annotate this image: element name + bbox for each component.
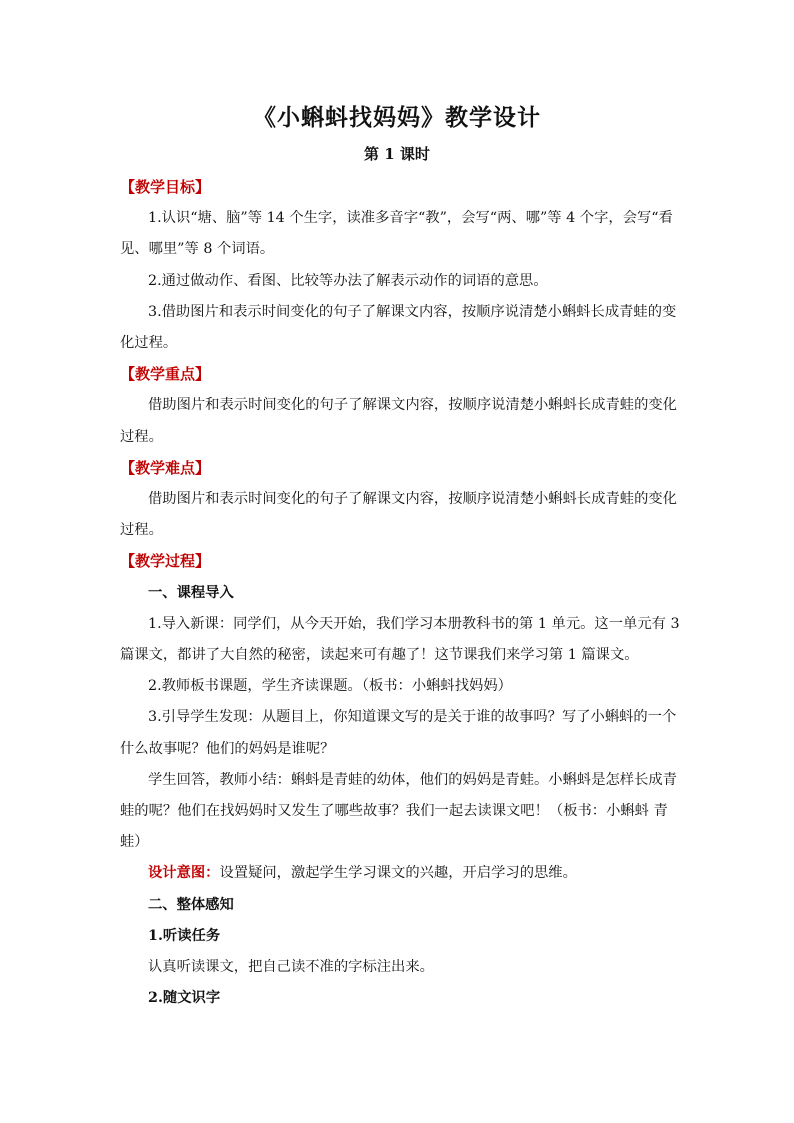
process-step-2: 2.教师板书课题，学生齐读课题。（板书：小蝌蚪找妈妈） xyxy=(148,678,512,695)
process-step-1: 1.导入新课：同学们，从今天开始，我们学习本册教科书的第 1 单元。这一单元有 3 篇课文，都讲了大自然的秘密，读起来可有趣了！这节课我们来学习第 1 篇课文。 xyxy=(120,615,680,664)
objective-2: 2.通过做动作、看图、比较等办法了解表示动作的词语的意思。 xyxy=(148,272,548,289)
section-overview: 二、整体感知 xyxy=(148,896,234,913)
objective-1: 1.认识“塘、脑”等 14 个生字，读准多音字“教”，会写“两、哪”等 4 个字，会写“看见、哪里”等 8 个词语。 xyxy=(120,210,673,258)
heading-objectives: 【教学目标】 xyxy=(120,178,211,196)
subsection-literacy: 2.随文识字 xyxy=(148,990,221,1007)
process-summary: 学生回答，教师小结：蝌蚪是青蛙的幼体，他们的妈妈是青蛙。小蝌蚪是怎样长成青蛙的呢？他们在找妈妈时又发生了哪些故事？我们一起去读课文吧！（板书：小蝌蚪 青蛙） xyxy=(120,771,677,851)
design-intent xyxy=(120,858,680,889)
design-intent-label: 设计意图： xyxy=(148,865,220,882)
heading-difficulty: 【教学难点】 xyxy=(120,458,211,477)
document-title: 《小蝌蚪找妈妈》教学设计 xyxy=(253,104,541,131)
document-body xyxy=(120,172,680,1014)
heading-focus: 【教学重点】 xyxy=(120,365,211,384)
subsection-listen: 1.听读任务 xyxy=(148,927,221,944)
process-step-3: 3.引导学生发现：从题目上，你知道课文写的是关于谁的故事吗？写了小蝌蚪的一个什么故事呢？他们的妈妈是谁呢？ xyxy=(120,709,677,757)
section-intro: 一、课程导入 xyxy=(148,584,234,601)
focus-text: 借助图片和表示时间变化的句子了解课文内容，按顺序说清楚小蝌蚪长成青蛙的变化过程。 xyxy=(120,397,677,445)
objective-3: 3.借助图片和表示时间变化的句子了解课文内容，按顺序说清楚小蝌蚪长成青蛙的变化过程。 xyxy=(120,303,677,352)
difficulty-text: 借助图片和表示时间变化的句子了解课文内容，按顺序说清楚小蝌蚪长成青蛙的变化过程。 xyxy=(120,491,677,539)
document-subtitle: 第 1 课时 xyxy=(364,145,430,163)
design-intent-text: 设置疑问，激起学生学习课文的兴趣，开启学习的思维。 xyxy=(219,865,577,882)
subsection-listen-text: 认真听读课文，把自己读不准的字标注出来。 xyxy=(148,959,434,976)
heading-process: 【教学过程】 xyxy=(120,552,211,571)
